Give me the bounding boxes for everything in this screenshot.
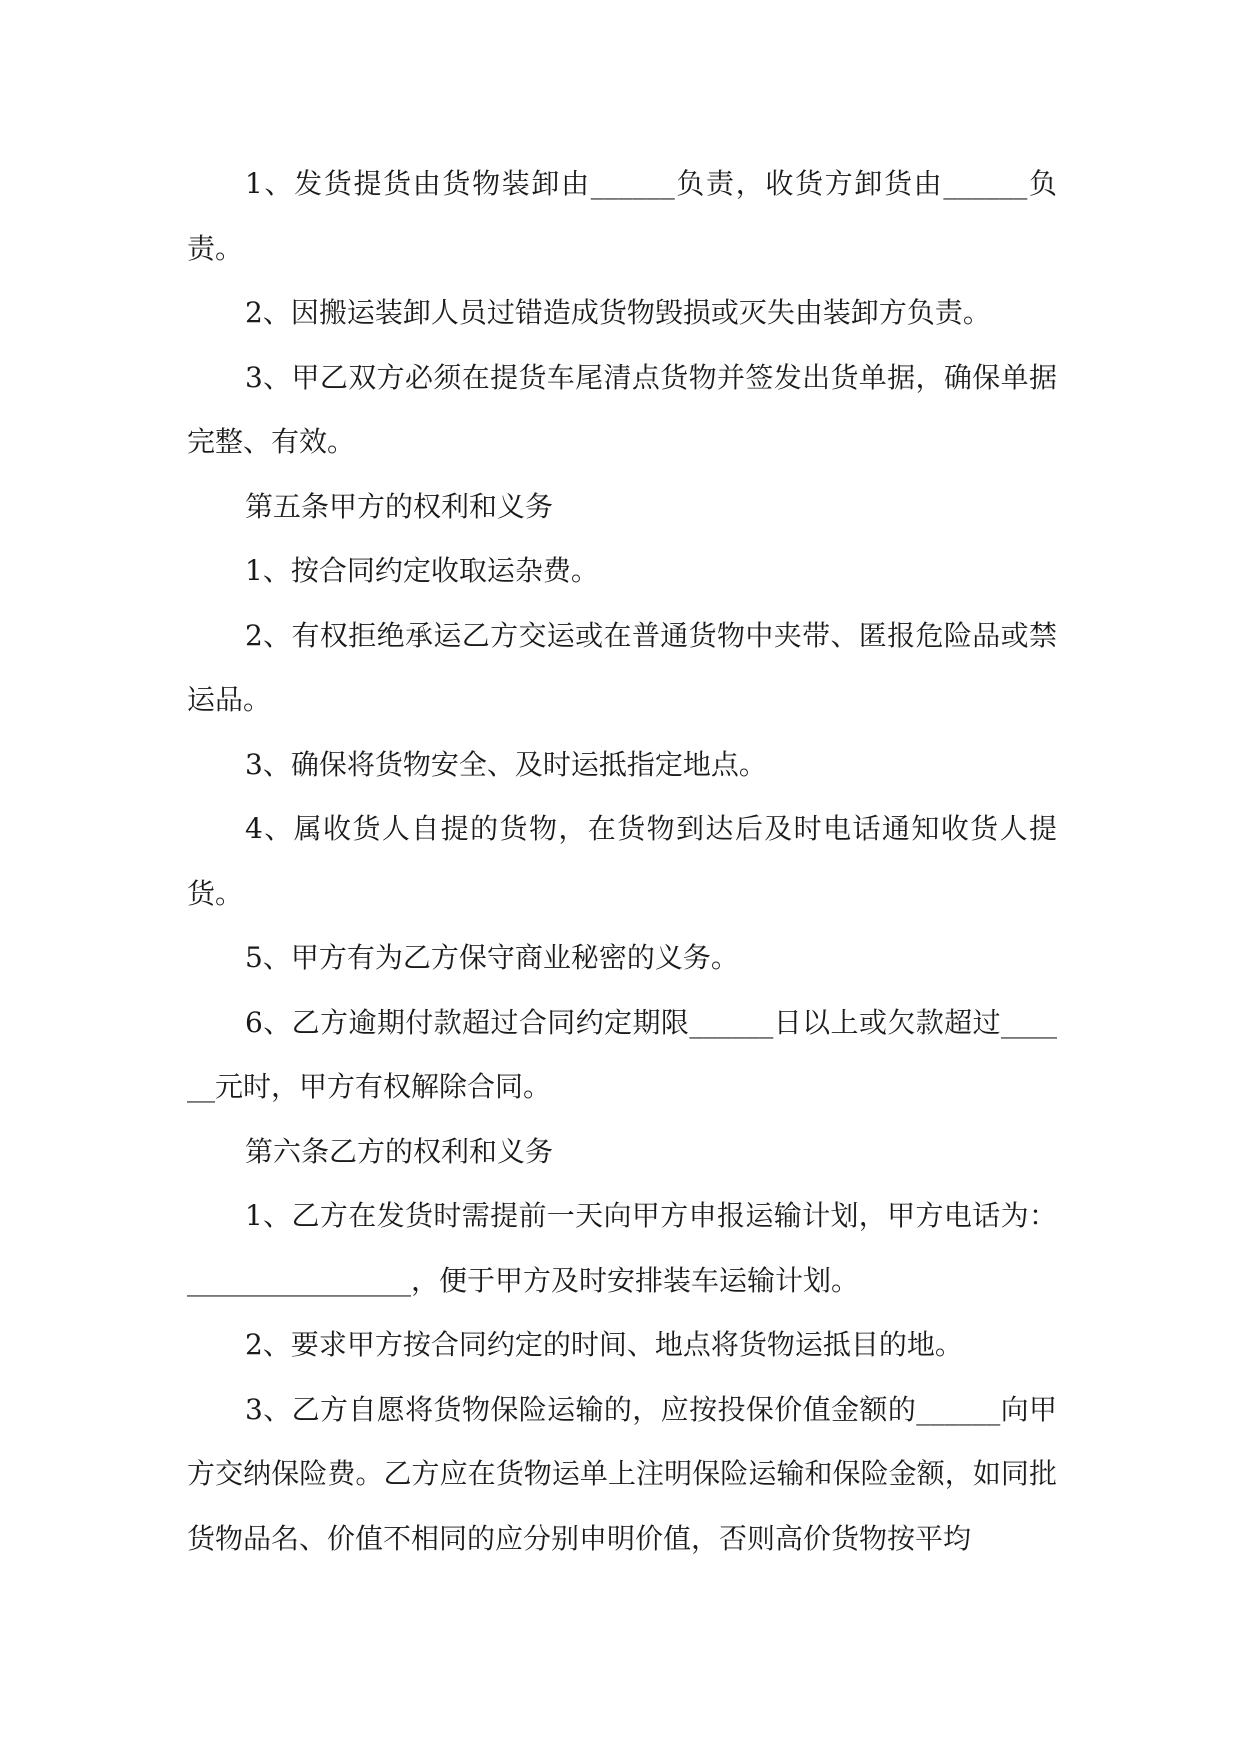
clause-paragraph: 1、发货提货由货物装卸由______负责，收货方卸货由______负责。: [187, 167, 1057, 265]
clause-paragraph: 3、确保将货物安全、及时运抵指定地点。: [245, 747, 767, 781]
clause-paragraph: 3、乙方自愿将货物保险运输的，应按投保价值金额的______向甲方交纳保险费。乙方应在货物运单上注明保险运输和保险金额，如同批货物品名、价值不相同的应分别申明价值，否则高价货物按平均: [187, 1392, 1057, 1555]
clause-paragraph: 2、要求甲方按合同约定的时间、地点将货物运抵目的地。: [245, 1328, 963, 1361]
document-body: [187, 152, 1057, 1571]
section-heading: 第五条甲方的权利和义务: [245, 489, 554, 523]
clause-paragraph: 2、有权拒绝承运乙方交运或在普通货物中夹带、匿报危险品或禁运品。: [187, 618, 1057, 716]
clause-paragraph: 2、因搬运装卸人员过错造成货物毁损或灭失由装卸方负责。: [245, 296, 991, 329]
clause-paragraph: 6、乙方逾期付款超过合同约定期限______日以上或欠款超过______元时，甲方有权解除合同。: [187, 1005, 1057, 1103]
clause-paragraph: 3、甲乙双方必须在提货车尾清点货物并签发出货单据，确保单据完整、有效。: [187, 360, 1057, 458]
clause-paragraph: 4、属收货人自提的货物，在货物到达后及时电话通知收货人提货。: [187, 812, 1057, 910]
section-heading: 第六条乙方的权利和义务: [245, 1134, 554, 1168]
clause-paragraph: 5、甲方有为乙方保守商业秘密的义务。: [245, 941, 739, 974]
clause-paragraph: 1、乙方在发货时需提前一天向甲方申报运输计划，甲方电话为：________________，便于甲方及时安排装车运输计划。: [187, 1199, 1057, 1297]
clause-paragraph: 1、按合同约定收取运杂费。: [245, 554, 599, 587]
